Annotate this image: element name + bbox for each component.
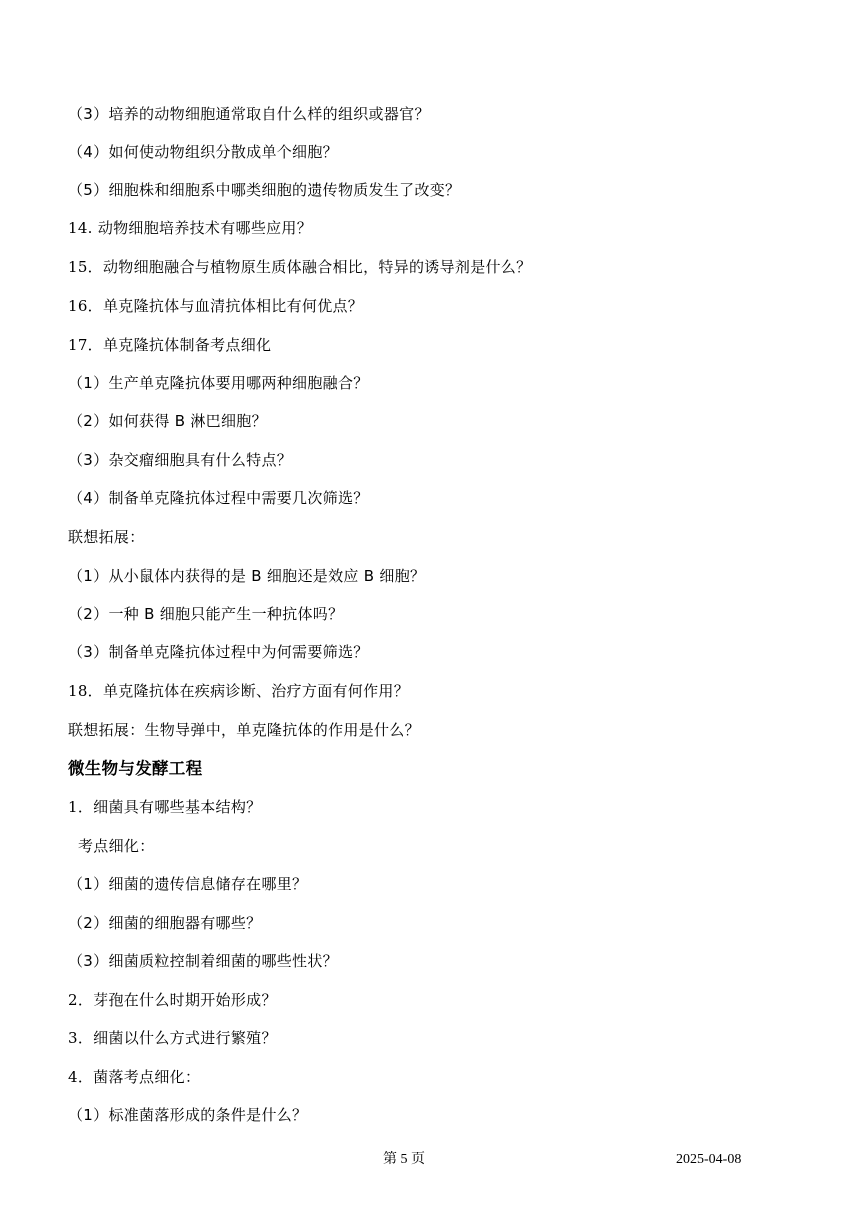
text-line: （2）一种 B 细胞只能产生一种抗体吗？: [68, 605, 344, 623]
text-line: 考点细化：: [78, 837, 155, 855]
text-line: （3）杂交瘤细胞具有什么特点？: [68, 451, 293, 469]
text-line: 2．芽孢在什么时期开始形成？: [68, 991, 277, 1009]
text-line: （3）培养的动物细胞通常取自什么样的组织或器官？: [68, 105, 430, 123]
text-line: （3）细菌质粒控制着细菌的哪些性状？: [68, 952, 338, 970]
text-line: 3．细菌以什么方式进行繁殖？: [68, 1029, 277, 1047]
text-line: （5）细胞株和细胞系中哪类细胞的遗传物质发生了改变？: [68, 181, 461, 199]
text-line: （2）细菌的细胞器有哪些？: [68, 914, 262, 932]
text-line: 1．细菌具有哪些基本结构？: [68, 798, 262, 816]
text-line: （1）细菌的遗传信息储存在哪里？: [68, 875, 308, 893]
section-heading: 微生物与发酵工程: [68, 759, 203, 778]
text-line: （3）制备单克隆抗体过程中为何需要筛选？: [68, 643, 369, 661]
document-date: 2025-04-08: [676, 1152, 742, 1167]
text-line: 14. 动物细胞培养技术有哪些应用？: [68, 219, 313, 237]
text-line: （2）如何获得 B 淋巴细胞？: [68, 412, 267, 430]
text-line: （4）制备单克隆抗体过程中需要几次筛选？: [68, 489, 369, 507]
text-line: （1）生产单克隆抗体要用哪两种细胞融合？: [68, 374, 369, 392]
text-line: 联想拓展：生物导弹中，单克隆抗体的作用是什么？: [68, 721, 420, 739]
text-line: （1）从小鼠体内获得的是 B 细胞还是效应 B 细胞？: [68, 567, 426, 585]
text-line: 15．动物细胞融合与植物原生质体融合相比，特异的诱导剂是什么？: [68, 258, 532, 276]
text-line: （1）标准菌落形成的条件是什么？: [68, 1106, 308, 1124]
text-line: 16．单克隆抗体与血清抗体相比有何优点？: [68, 297, 364, 315]
text-line: （4）如何使动物组织分散成单个细胞？: [68, 143, 338, 161]
text-line: 联想拓展：: [68, 528, 145, 546]
text-line: 17．单克隆抗体制备考点细化: [68, 336, 272, 354]
text-line: 18．单克隆抗体在疾病诊断、治疗方面有何作用？: [68, 682, 409, 700]
page-number: 第 5 页: [383, 1152, 425, 1167]
text-line: 4．菌落考点细化：: [68, 1068, 201, 1086]
